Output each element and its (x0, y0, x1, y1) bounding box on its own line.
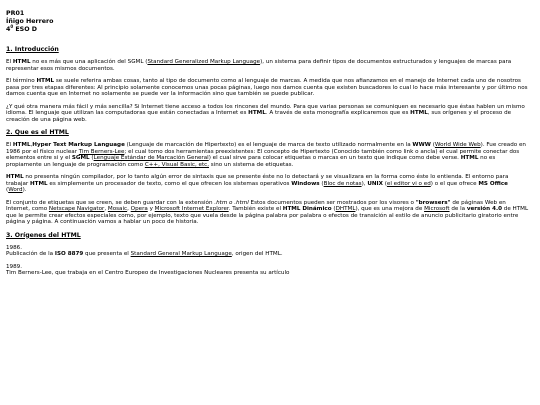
paragraph: Tim Berners-Lee, que trabaja en el Centro Europeo de Investigaciones Nucleares presenta su artículo (6, 270, 290, 276)
paragraph: El HTML no es más que una aplicación del SGML (Standard Generalized Markup Language), un sistema para definir tipos de documentos estructurados y lenguajes de marcas para representar esos mismos documentos. (6, 59, 512, 72)
link-dhtml[interactable]: DHTML (335, 206, 356, 212)
link-editor-vi[interactable]: el editor vi o ed (386, 180, 431, 187)
header-name: Íñigo Herrero (6, 18, 54, 25)
paragraph: El conjunto de etiquetas que se creen, se deben guardar con la extensión .htm o .html Estos documentos pueden ser mostrados por los visores o "browsers" de páginas Web en Internet, como Netscape Navigator, Mosaic, Opera y Microsoft Internet Explorer. También existe el HTML Dinámico (DHTML), que es una mejora de Microsoft de la versión 4.0 de HTML que le permite crear efectos especiales como, por ejemplo, texto que vuela desde la página palabra por palabra o efectos de transición al estilo de anuncio publicitario giratorio entre página y página. A continuación vamos a hablar un poco de historia. (6, 199, 529, 225)
link-ie[interactable]: Microsoft Internet Explorer (154, 206, 229, 212)
link-www[interactable]: World Wide Web (434, 142, 481, 148)
link-sgml-standard[interactable]: Standard General Markup Language (130, 251, 232, 257)
header-code: PR01 (6, 10, 25, 17)
link-mosaic[interactable]: Mosaic (107, 206, 128, 212)
link-bloc-notas[interactable]: Bloc de notas (323, 180, 362, 187)
paragraph: HTML no presenta ningún compilador, por lo tanto algún error de sintaxis que se presente éste no lo detectará y se visualizara en la forma como éste lo entienda. El entorno para trabajar HTML es simplemente un procesador de texto, como el que ofrecen los sistemas operativos Windows (Bloc de notas), UNIX (el editor vi o ed) o el que ofrece MS Office (Word). (6, 174, 509, 193)
document (6, 10, 530, 277)
year-1989: 1989. (6, 263, 23, 270)
section-heading-introduccion: 1. Introducción (6, 46, 59, 53)
header-course: $4^0$ ESO D (6, 23, 37, 33)
link-word[interactable]: Word (8, 187, 23, 193)
paragraph: ¿Y qué otra manera más fácil y más sencilla? Si Internet tiene acceso a todos los rincones del mundo. Para que varias personas se comuniquen es necesario que éstas hablen un mismo idioma. El lenguaje que utilizan las computadoras que están conectadas a Internet es HTML. A través de esta monografía explicaremos que es HTML, sus orígenes y el proceso de creación de una página web. (6, 103, 525, 123)
paragraph: El término HTML se suele referira ambas cosas, tanto al tipo de documento como al lenguaje de marcas. A medida que nos afianzamos en el manejo de Internet cada uno de nosotros pasa por tres etapas diferentes: Al principio solamente conocemos unas pocas páginas, luego nos damos cuenta que existen buscadores lo cual lo hace más interesante y por último nos damos cuenta que en Internet no solamente se puede ver la información sino que también se puede publicar. (6, 78, 528, 97)
year-1986: 1986. (6, 244, 23, 251)
link-netscape[interactable]: Netscape Navigator (48, 206, 105, 212)
paragraph: El HTML,Hyper Text Markup Language (Lenguaje de marcación de Hipertexto) es el lenguaje de marca de texto utilizado normalmente en la WWW (World Wide Web). Fue creado en 1986 por el físico nuclear Tim Berners-Lee; el cual tomo dos herramientas preexistentes: El concepto de Hipertexto (Conocido también como link o ancla) el cual permite conectar dos elementos entre si y el SGML (Lenguaje Estándar de Marcación General) el cual sirve para colocar etiquetas o marcas en un texto que indique como debe verse. HTML no es propiamente un lenguaje de programación como C++, Visual Basic, etc, sino un sistema de etiquetas. (6, 142, 526, 168)
section-heading-que-es: 2. Que es el HTML (6, 129, 69, 136)
link-berners-lee[interactable]: Tim Berners-Lee (78, 148, 125, 155)
paragraph: Publicación de la ISO 8879 que presenta el Standard General Markup Language, origen del HTML. (6, 251, 283, 257)
link-cpp-vb[interactable]: C++, Visual Basic, etc, (144, 161, 210, 168)
section-heading-origenes: 3. Orígenes del HTML (6, 231, 81, 239)
link-opera[interactable]: Opera (130, 206, 148, 212)
link-microsoft[interactable]: Microsoft (424, 206, 450, 212)
link-lenguaje-estandar[interactable]: Lenguaje Estándar de Marcación General (93, 155, 209, 161)
link-sgml[interactable]: Standard Generalized Markup Language (147, 59, 261, 65)
